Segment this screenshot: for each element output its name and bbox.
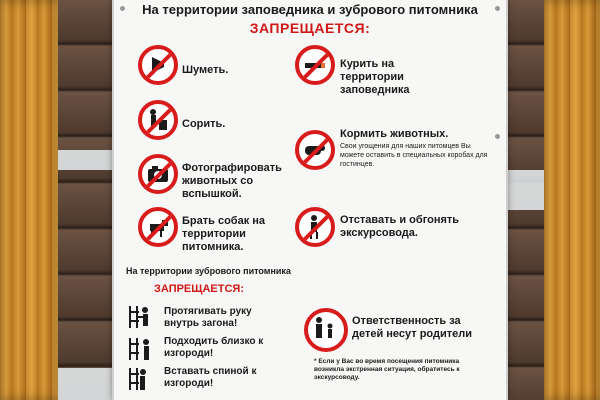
snow-patch [58,368,112,400]
snow-patch [504,170,544,210]
cigarette-icon [295,45,335,85]
fence-person-icon [128,336,152,362]
trumpet-icon [138,45,178,85]
rule-noise: Шуметь. [182,64,229,76]
prohibited-heading: ЗАПРЕЩАЕТСЯ: [249,20,371,36]
fence-rule-back: Вставать спиной к изгороди! [164,366,257,389]
rule-guide: Отставать и обгонять экскурсовода. [340,214,460,239]
snow-patch [58,150,112,170]
rules-sign [112,0,508,400]
screw [495,134,500,139]
rule-smoking: Курить на территории заповедника [340,58,410,96]
fence-rule-hand: Протягивать руку внутрь загона! [164,306,252,329]
rule-feeding-note: Свои угощения для наших питомцев Вы можете оставить в специальных коробах для гостинцев. [340,143,488,168]
rule-flash: Фотографировать животных со вспышкой. [182,162,282,200]
feeding-icon [295,130,335,170]
litter-icon [138,100,178,140]
walking-person-icon [295,207,335,247]
section2-title: На территории зубрового питомника [126,266,291,276]
rule-dogs: Брать собак на территории питомника. [182,215,266,253]
section2-heading: ЗАПРЕЩАЕТСЯ: [154,283,244,295]
rule-litter: Сорить. [182,118,226,130]
fence-hand-icon [128,304,152,330]
fence-rule-close: Подходить близко к изгороди! [164,336,264,359]
rule-feeding: Кормить животных. [340,128,449,140]
footnote: * Если у Вас во время посещения питомника возникла экстренная ситуация, обратитесь к экскурсоводу. [314,358,460,381]
wooden-post-left [0,0,58,400]
camera-icon [138,154,178,194]
wooden-post-right [544,0,600,400]
parent-child-icon [304,308,348,352]
sign-title: На территории заповедника и зубрового питомника [142,2,478,17]
parents-responsibility: Ответственность за детей несут родители [352,315,473,340]
dog-icon [138,207,178,247]
fence-lean-icon [128,366,152,392]
